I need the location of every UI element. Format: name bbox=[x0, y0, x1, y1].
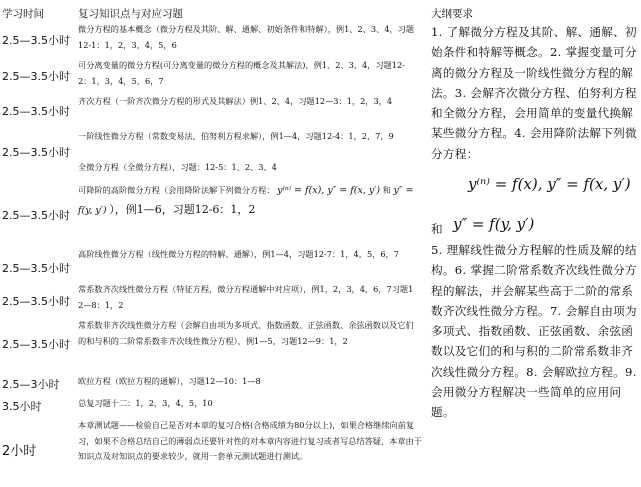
row-time: 2.5—3小时 bbox=[2, 378, 60, 391]
row-content-pre: 可降阶的高阶微分方程（会用降阶法解下列微分方程： bbox=[78, 185, 275, 195]
header-time: 学习时间 bbox=[2, 8, 44, 20]
row-content: 常系数非齐次线性微分方程（会解自由项为多项式、指数函数、正弦函数、余弦函数以及它们的和与积的二阶常系数非齐次线性微分方程），例1—5，习题12—9：1，2 bbox=[78, 320, 414, 346]
row-time: 2.5—3.5小时 bbox=[2, 70, 70, 83]
requirements-text-b: 5. 理解线性微分方程解的性质及解的结构。6. 掌握二阶常系数齐次线性微分方程的解法，并会解某些高于二阶的常系数齐次线性微分方程。7. 会解自由项为多项式、指数函数、正弦函数、余弦函数以及它们的和与积的二阶常系数非齐次线性微分方程。8. 会解欧拉方程。9. 会用微分方程解决一些简单的应用问题。 bbox=[431, 243, 637, 420]
row-content: 齐次方程（一阶齐次微分方程的形式及其解法）例1、2、4，习题12—3：1，2，3，4 bbox=[78, 96, 393, 106]
row-content bbox=[78, 181, 418, 220]
row-time: 2.5—3.5小时 bbox=[2, 34, 70, 47]
header-content: 复习知识点与对应习题 bbox=[78, 8, 183, 20]
row-content: 全微分方程（全微分方程），习题：12-5：1、2、3、4 bbox=[78, 162, 277, 172]
row-time: 2.5—3.5小时 bbox=[2, 209, 70, 222]
row-math-2: y″ = f(y, y′) bbox=[78, 185, 414, 216]
row-time: 2.5—3.5小时 bbox=[2, 295, 70, 308]
row-time: 3.5小时 bbox=[2, 400, 42, 413]
requirement-formula-2: y″ = f(y, y′) bbox=[453, 215, 535, 233]
row-content: 可分离变量的微分方程(可分离变量的微分方程的概念及其解法)，例1、2、3、4，习题12-2：1，3，4，5，6，7 bbox=[78, 60, 405, 86]
row-content: 欧拉方程（欧拉方程的通解），习题12—10：1—8 bbox=[78, 376, 261, 386]
row-time: 2.5—3.5小时 bbox=[2, 338, 70, 351]
row-time: 2.5—3.5小时 bbox=[2, 146, 70, 159]
row-content-post: ），例1—6，习题12-6：1，2 bbox=[109, 203, 256, 216]
row-content: 一阶线性微分方程（常数变易法，伯努利方程求解），例1—4，习题12-4：1，2，7，9 bbox=[78, 131, 394, 141]
row-content: 高阶线性微分方程（线性微分方程的特解、通解），例1—4，习题12-7：1，4，5，6，7 bbox=[78, 249, 399, 259]
row-time: 2.5—3.5小时 bbox=[2, 105, 70, 118]
requirement-formula-and: 和 bbox=[431, 222, 443, 236]
row-math-and: 和 bbox=[382, 185, 391, 195]
row-content: 常系数齐次线性微分方程（特征方程，微分方程通解中对应项），例1，2，3，4，6，7习题12—8：1，2 bbox=[78, 284, 414, 310]
requirements-text-a: 1. 了解微分方程及其阶、解、通解、初始条件和特解等概念。2. 掌握变量可分离的微分方程及一阶线性微分方程的解法。3. 会解齐次微分方程、伯努利方程和全微分方程，会用简单的变量代换解某些微分方程。4. 会用降阶法解下列微分方程： bbox=[431, 25, 637, 161]
row-time: 2.5—3.5小时 bbox=[2, 262, 70, 275]
row-content: 微分方程的基本概念（微分方程及其阶、解、通解、初始条件和特解），例1、2、3、4，习题12-1：1，2，3，4，5，6 bbox=[78, 24, 415, 50]
row-content: 总复习题十二：1，2，3，4，5，10 bbox=[78, 398, 213, 408]
row-math-1: y⁽ⁿ⁾ = f(x), y″ = f(x, y′) bbox=[277, 185, 381, 196]
requirement-formula-1: y⁽ⁿ⁾ = f(x), y″ = f(x, y′) bbox=[468, 175, 631, 193]
row-content: 本章测试题——检验自己是否对本章的复习合格(合格成绩为80分以上)，如果合格继续向前复习，如果不合格总结自己的薄弱点还要针对性的对本章内容进行复习或者写总结答疑，本章由于知识点及对知识点的要求较少，就用一套单元测试题进行测试。 bbox=[78, 420, 422, 461]
header-requirements: 大纲要求 bbox=[431, 8, 473, 20]
row-time: 2小时 bbox=[2, 444, 37, 459]
